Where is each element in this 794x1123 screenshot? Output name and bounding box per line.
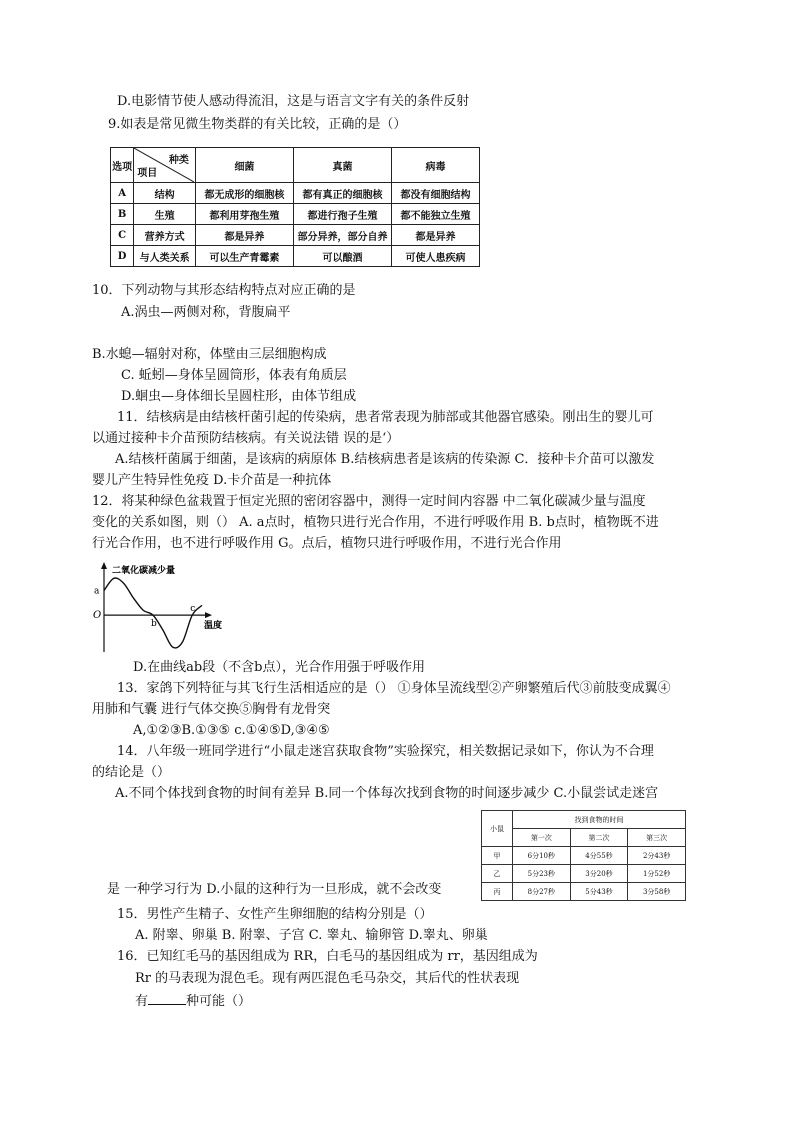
q15-options: A. 附睾、卵巢 B. 附睾、子宫 C. 睾丸、输卵管 D.睾丸、卵巢 [135,928,488,943]
table-cell: 3分58秒 [628,883,686,901]
q11-stem-1: 11．结核病是由结核杆菌引起的传染病，患者常表现为肺部或其他器官感染。刚出生的婴儿可 [117,410,654,425]
table-cell: 可使人患疾病 [392,246,480,267]
header-bacteria: 细菌 [195,148,293,183]
mouse-group-header: 找到食物的时间 [513,811,686,829]
q15-stem: 15．男性产生精子、女性产生卵细胞的结构分别是（） [117,907,433,922]
mouse-corner: 小鼠 [482,811,513,847]
row-item: 与人类关系 [134,246,196,267]
q10-option-c: C. 蚯蚓—身体呈圆筒形，体表有角质层 [121,368,347,383]
q12-option-d: D.在曲线ab段（不含b点），光合作用强于呼吸作用 [133,660,425,675]
table-cell: 都是异养 [195,225,293,246]
mouse-header-2: 第二次 [570,829,628,847]
table-cell: 3分20秒 [570,865,628,883]
corner-left: 选项 [111,148,134,183]
table-cell: 2分43秒 [628,847,686,865]
mouse-table [481,810,686,901]
mouse-name: 甲 [482,847,513,865]
row-item: 结构 [134,183,196,204]
row-option: B [111,204,134,225]
table-row [482,883,686,901]
q16-prefix: 有 [135,994,149,1009]
table-cell: 部分异养，部分自养 [293,225,391,246]
q8-option-d: D.电影情节使人感动得流泪，这是与语言文字有关的条件反射 [117,94,470,109]
table-row [482,847,686,865]
row-option: D [111,246,134,267]
table-cell: 都没有细胞结构 [392,183,480,204]
table-row [111,204,480,225]
table-cell: 都是异养 [392,225,480,246]
corner-mid-label: 项目 [137,168,158,179]
q13-stem-1: 13．家鸽下列特征与其飞行生活相适应的是（） ①身体呈流线型②产卵繁殖后代③前肢变成翼④ [117,681,671,696]
q14-options-2: 是 一种学习行为 D.小鼠的这种行为一旦形成，就不会改变 [107,882,442,897]
mouse-header-1: 第一次 [513,829,571,847]
series-line [104,578,202,648]
mouse-header-3: 第三次 [628,829,686,847]
row-item: 生殖 [134,204,196,225]
mouse-name: 丙 [482,883,513,901]
corner-diagonal [134,148,196,183]
q12-stem-1: 12．将某种绿色盆栽置于恒定光照的密闭容器中，测得一定时间内容器 中二氧化碳减少量与温度 [92,494,646,509]
q14-stem-2: 的结论是（） [92,765,171,780]
y-axis-label: 二氧化碳减少量 [112,566,176,576]
q16-stem-1: 16．已知红毛马的基因组成为 RR，白毛马的基因组成为 rr，基因组成为 [117,949,538,964]
point-label-b: b [151,619,157,630]
table-cell: 5分23秒 [513,865,571,883]
corner-top-label: 种类 [168,155,189,166]
q10-option-a: A.涡虫—两侧对称，背腹扁平 [121,305,291,320]
co2-temperature-chart [90,560,250,660]
table-cell: 可以生产青霉素 [195,246,293,267]
table-cell: 都无成形的细胞核 [195,183,293,204]
answer-blank [148,992,186,1005]
header-virus: 病毒 [392,148,480,183]
table-cell: 都不能独立生殖 [392,204,480,225]
y-axis-arrow [101,562,107,569]
table-cell: 都利用芽孢生殖 [195,204,293,225]
row-option: A [111,183,134,204]
point-label-a: a [94,586,100,597]
origin-label: O [93,610,102,621]
q11-options-2: 婴儿产生特异性免疫 D.卡介苗是一种抗体 [92,473,332,488]
q11-options-1: A.结核杆菌属于细菌，是该病的病原体 B.结核病患者是该病的传染源 C．接种卡介苗可以激发 [115,452,655,467]
table-cell: 可以酿酒 [293,246,391,267]
q9-stem: 9.如表是常见微生物类群的有关比较，正确的是（） [108,117,407,132]
table-cell: 8分27秒 [513,883,571,901]
q10-option-b: B.水螅—辐射对称，体壁由三层细胞构成 [92,347,327,362]
x-axis-label: 温度 [204,621,223,632]
q13-options: A,①②③B.①③⑤ c.①④⑤D,③④⑤ [133,723,330,738]
q11-stem-2: 以通过接种卡介苗预防结核病。有关说法错 误的是‘） [92,431,400,446]
q16-suffix: 种可能（） [186,994,252,1009]
row-item: 营养方式 [134,225,196,246]
q10-option-d: D.蛔虫—身体细长呈圆柱形，由体节组成 [121,389,357,404]
header-fungi: 真菌 [293,148,391,183]
q16-stem-3 [135,992,251,1011]
table-cell: 都有真正的细胞核 [293,183,391,204]
q10-stem: 10．下列动物与其形态结构特点对应正确的是 [92,283,356,298]
q13-stem-2: 用肺和气囊 进行气体交换⑤胸骨有龙骨突 [92,702,331,717]
q12-stem-3: 行光合作用，也不进行呼吸作用 G。点后，植物只进行呼吸作用，不进行光合作用 [92,536,562,551]
table-cell: 5分43秒 [570,883,628,901]
table-row [482,865,686,883]
table-cell: 1分52秒 [628,865,686,883]
x-axis-arrow [205,612,212,618]
mouse-name: 乙 [482,865,513,883]
row-option: C [111,225,134,246]
table-cell: 6分10秒 [513,847,571,865]
table-row [111,246,480,267]
q16-stem-2: Rr 的马表现为混色毛。现有两匹混色毛马杂交，其后代的性状表现 [135,971,520,986]
table-row [111,183,480,204]
microbe-table [110,147,480,267]
table-cell: 都进行孢子生殖 [293,204,391,225]
q12-stem-2: 变化的关系如图，则（） A. a点时，植物只进行光合作用，不进行呼吸作用 B. b点时，植物既不进 [92,515,659,530]
q14-options-1: A.不同个体找到食物的时间有差异 B.同一个体每次找到食物的时间逐步减少 C.小鼠尝试走迷宫 [115,786,659,801]
table-cell: 4分55秒 [570,847,628,865]
point-label-c: c [190,604,196,615]
table-row [111,225,480,246]
q14-stem-1: 14．八年级一班同学进行“小鼠走迷宫获取食物”实验探究，相关数据记录如下，你认为不合理 [117,744,654,759]
